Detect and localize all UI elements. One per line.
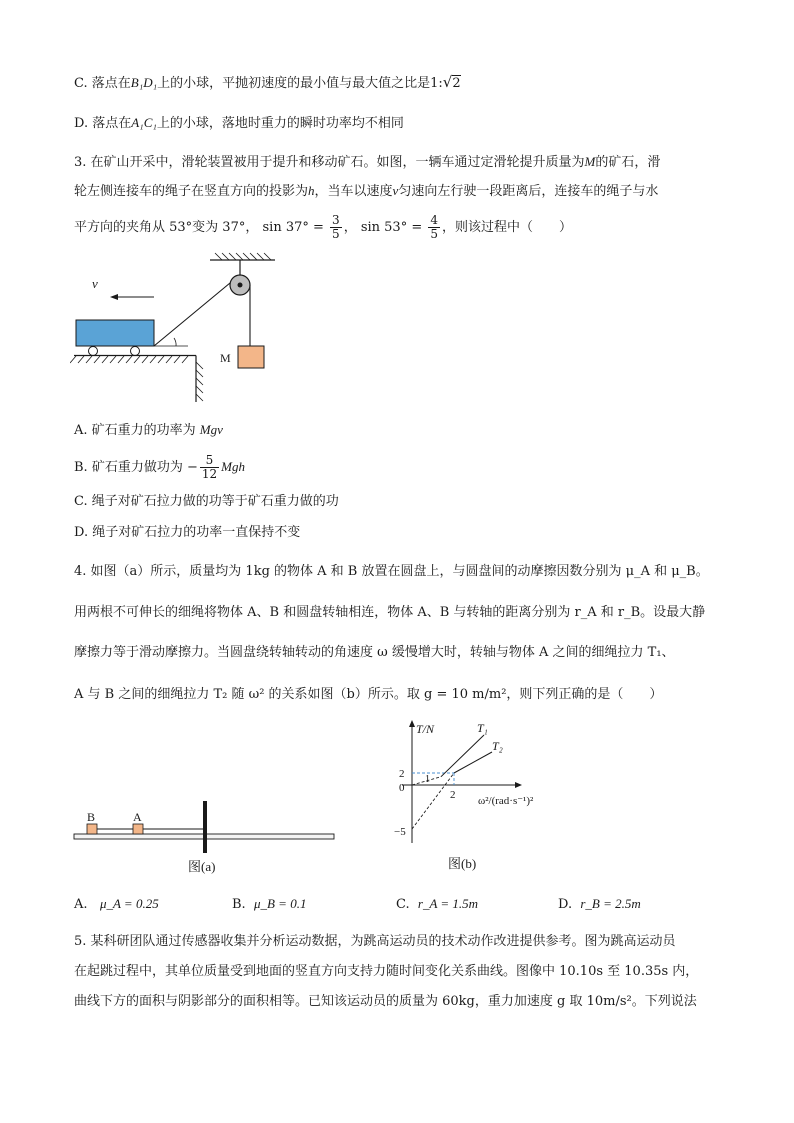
- pulley-icon: [230, 275, 250, 295]
- t2-label: T₂: [492, 739, 503, 753]
- tick-x-1: 1: [425, 774, 430, 785]
- t2-line: [454, 752, 492, 773]
- t1-label: T₁: [477, 721, 488, 735]
- q3-option-d: D. 绳子对矿石拉力的功率一直保持不变: [74, 525, 301, 540]
- mass-label: M: [220, 351, 231, 365]
- q4-option-c: C. r_A = 1.5m: [396, 896, 479, 912]
- q5-stem-line1: 5. 某科研团队通过传感器收集并分析运动数据，为跳高运动员的技术动作改进提供参考。图为跳高运动员: [74, 934, 676, 949]
- y-axis-label: T/N: [416, 722, 435, 736]
- block-b: [87, 824, 97, 834]
- tick-y-neg5: −5: [394, 826, 406, 838]
- tick-y-2: 2: [399, 768, 405, 780]
- q3-stem-line2: 轮左侧连接车的绳子在竖直方向的投影为h，当车以速度v匀速向左行驶一段距离后，连接车的绳子与水: [74, 183, 659, 199]
- q2-option-c: C. 落点在B₁D₁上的小球，平抛初速度的最小值与最大值之比是1:√2: [74, 73, 461, 91]
- velocity-arrow-icon: [110, 294, 154, 300]
- q2-option-d: D. 落点在A₁C₁上的小球，落地时重力的瞬时功率均不相同: [74, 115, 404, 131]
- car-wheel-left: [89, 347, 98, 356]
- q3-pulley-figure: [70, 252, 280, 402]
- q4-stem-line1: 4. 如图（a）所示，质量均为 1kg 的物体 A 和 B 放置在圆盘上，与圆盘间的动摩擦因数分别为 μ_A 和 μ_B。: [74, 564, 709, 579]
- q3-stem-line3: 平方向的夹角从 53°变为 37°， sin 37° = $\frac{3}{5}$ ， sin 53° = $\frac{4}{5}$ ，则该过程中（ ）: [74, 213, 573, 241]
- block-a: [133, 824, 143, 834]
- q4-option-d: D. r_B = 2.5m: [558, 896, 641, 912]
- tick-y-0: 0: [399, 782, 405, 794]
- figure-b-caption: 图(b): [448, 856, 477, 871]
- figure-a-caption: 图(a): [188, 859, 216, 874]
- label-a: A: [133, 810, 142, 824]
- t2-line-dashed: [412, 773, 454, 829]
- rotation-axis: [203, 801, 207, 853]
- q4-stem-line4: A 与 B 之间的细绳拉力 T₂ 随 ω² 的关系如图（b）所示。取 g = 10 m/m²，则下列正确的是（ ）: [74, 687, 663, 702]
- q4-option-a: A. μ_A = 0.25: [74, 896, 159, 912]
- q4-figure-b: [382, 718, 562, 878]
- t1-line: [441, 735, 484, 777]
- q4-stem-line2: 用两根不可伸长的细绳将物体 A、B 和圆盘转轴相连，物体 A、B 与转轴的距离分别为 r_A 和 r_B。设最大静: [74, 605, 706, 620]
- q3-option-a: A. 矿石重力的功率为 Mgv: [74, 422, 223, 438]
- tick-x-2: 2: [450, 789, 456, 801]
- q4-stem-line3: 摩擦力等于滑动摩擦力。当圆盘绕转轴转动的角速度 ω 缓慢增大时，转轴与物体 A 之间的细绳拉力 T₁、: [74, 645, 675, 660]
- q3-stem-line1: 3. 在矿山开采中，滑轮装置被用于提升和移动矿石。如图，一辆车通过定滑轮提升质量为M的矿石，滑: [74, 154, 661, 170]
- q5-stem-line2: 在起跳过程中，其单位质量受到地面的竖直方向支持力随时间变化关系曲线。图像中 10.10s 至 10.35s 内，: [74, 964, 699, 979]
- q4-option-b: B. μ_B = 0.1: [232, 896, 307, 912]
- ore-mass-block: [238, 346, 264, 368]
- q5-stem-line3: 曲线下方的面积与阴影部分的面积相等。已知该运动员的质量为 60kg，重力加速度 g 取 10m/s²。下列说法: [74, 994, 697, 1009]
- q3-option-c: C. 绳子对矿石拉力做的功等于矿石重力做的功: [74, 494, 339, 509]
- q3-option-b: B. 矿石重力做功为 − $\frac{5}{12}$ Mgh: [74, 453, 245, 481]
- car-body: [76, 320, 154, 346]
- x-axis-label: ω²/(rad·s⁻¹)²: [478, 795, 534, 807]
- label-b: B: [87, 810, 96, 824]
- velocity-label: v: [92, 276, 98, 291]
- car-wheel-right: [131, 347, 140, 356]
- q4-figure-a: [70, 796, 340, 878]
